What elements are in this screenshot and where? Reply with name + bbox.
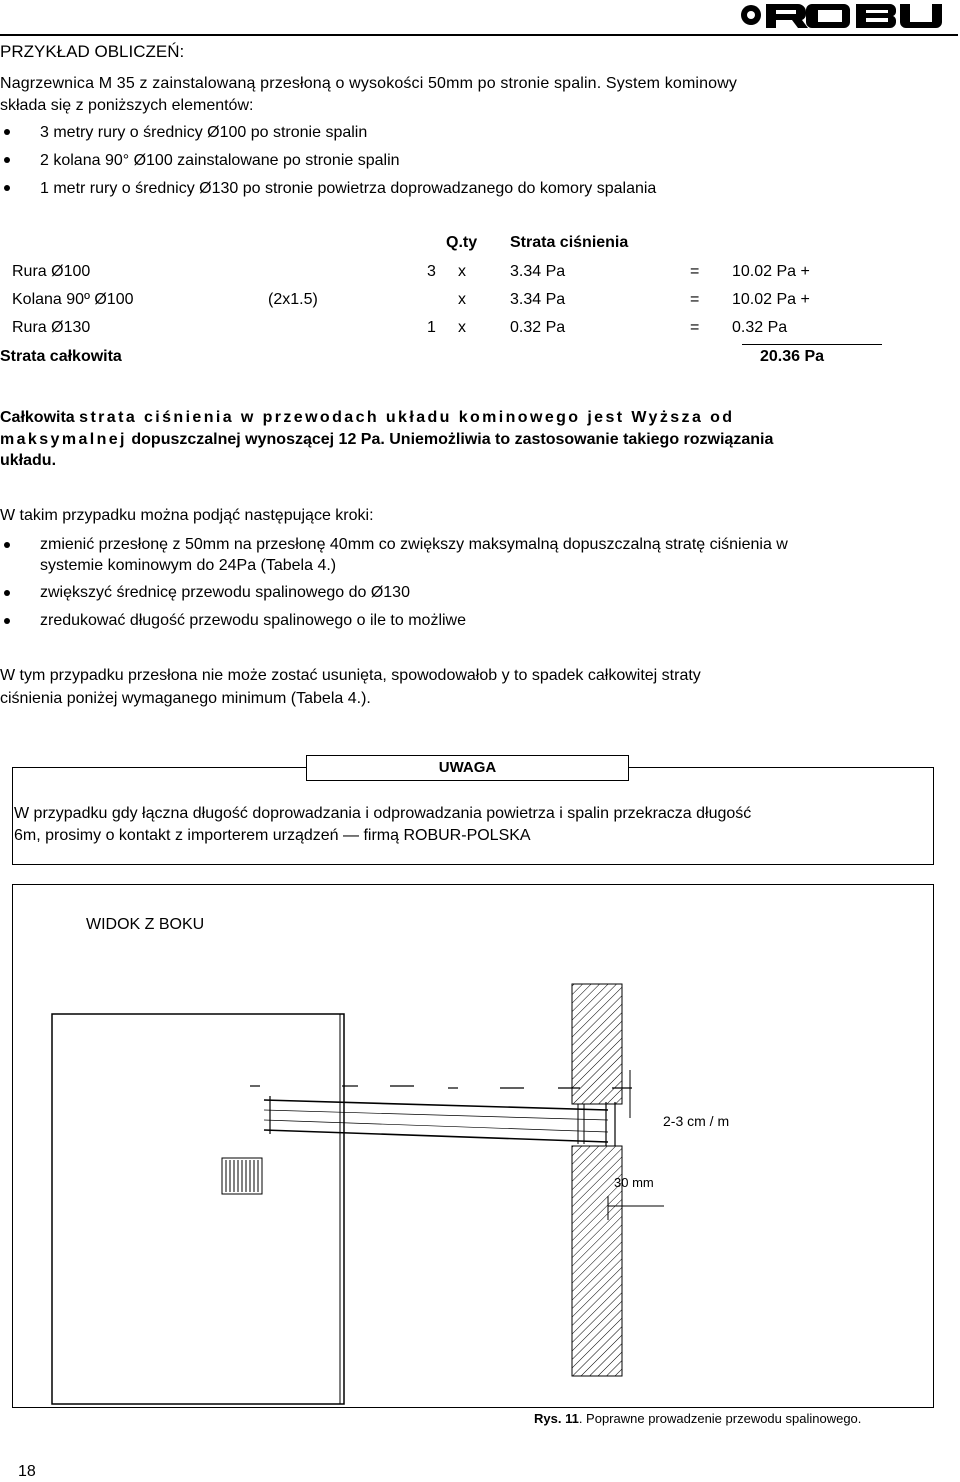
intro-line-2: składa się z poniższych elementów: — [0, 97, 254, 114]
table-header-loss: Strata ciśnienia — [510, 234, 629, 251]
conclusion-word: Całkowita — [0, 409, 75, 426]
table-header-qty: Q.ty — [446, 234, 478, 251]
table-row-result: 10.02 Pa + — [732, 291, 810, 308]
heater-unit — [52, 1014, 344, 1404]
header-rule — [0, 34, 958, 36]
conclusion-line-2 — [0, 430, 773, 450]
table-row-result: 10.02 Pa + — [732, 263, 810, 280]
step-item-line-1: zwiększyć średnicę przewodu spalinowego do Ø130 — [40, 584, 410, 601]
conclusion-line-3: układu. — [0, 452, 57, 469]
table-row-loss: 3.34 Pa — [510, 291, 566, 308]
table-row-qty: 1 — [427, 319, 436, 336]
table-row-result: 0.32 Pa — [732, 319, 788, 336]
warning-line-1: W przypadku gdy łączna długość doprowadzania i odprowadzania powietrza i spalin przekracza długość — [14, 805, 752, 822]
table-row-x: x — [458, 291, 466, 308]
table-row-name: Kolana 90º Ø100 — [12, 291, 134, 308]
table-row-qty: 3 — [427, 263, 436, 280]
note-line-1: W tym przypadku przesłona nie może zostać usunięta, spowodowałob y to spadek całkowitej straty — [0, 667, 701, 684]
wall-upper — [572, 984, 622, 1104]
table-row-name: Rura Ø130 — [12, 319, 91, 336]
table-row-eq: = — [690, 263, 700, 280]
sum-rule — [742, 344, 882, 345]
component-item: 3 metry rury o średnicy Ø100 po stronie spalin — [40, 124, 368, 141]
dim-slope-label: 2-3 cm / m — [663, 1113, 730, 1129]
table-row-x: x — [458, 319, 466, 336]
bullet-icon — [4, 185, 10, 191]
dim-30-label: 30 mm — [614, 1175, 654, 1190]
bullet-icon — [4, 618, 10, 624]
table-row-name: Rura Ø100 — [12, 263, 91, 280]
table-row-loss: 0.32 Pa — [510, 319, 566, 336]
total-value: 20.36 Pa — [760, 348, 825, 365]
bullet-icon — [4, 157, 10, 163]
table-row-loss: 3.34 Pa — [510, 263, 566, 280]
step-item-line-1: zredukować długość przewodu spalinowego o ile to możliwe — [40, 612, 467, 629]
table-row-x: x — [458, 263, 466, 280]
table-row-note: (2x1.5) — [268, 291, 318, 308]
figure-caption — [534, 1410, 861, 1427]
conclusion-line-1 — [0, 408, 734, 428]
intro-line-1: Nagrzewnica M 35 z zainstalowaną przesłoną o wysokości 50mm po stronie spalin. System kominowy — [0, 75, 738, 92]
grille-icon — [222, 1158, 262, 1194]
warning-title-box — [306, 755, 629, 781]
component-item: 2 kolana 90° Ø100 zainstalowane po stronie spalin — [40, 152, 400, 169]
bullet-icon — [4, 590, 10, 596]
robur-logo-mark — [740, 2, 950, 30]
component-item: 1 metr rury o średnicy Ø130 po stronie powietrza doprowadzanego do komory spalania — [40, 180, 657, 197]
note-line-2: ciśnienia poniżej wymaganego minimum (Tabela 4.). — [0, 690, 371, 707]
page-number: 18 — [18, 1463, 36, 1480]
robur-logo — [740, 2, 950, 30]
warning-title: UWAGA — [438, 759, 497, 776]
caption-prefix: Rys. 11 — [534, 1411, 579, 1426]
steps-intro: W takim przypadku można podjąć następujące kroki: — [0, 507, 374, 524]
table-row-eq: = — [690, 291, 700, 308]
page-heading: PRZYKŁAD OBLICZEŃ: — [0, 42, 185, 61]
bullet-icon — [4, 129, 10, 135]
view-label: WIDOK Z BOKU — [86, 916, 205, 933]
side-view-drawing — [12, 884, 934, 1408]
table-row-eq: = — [690, 319, 700, 336]
step-item-line-1: zmienić przesłonę z 50mm na przesłonę 40mm co zwiększy maksymalną dopuszczalną stratę ciśnienia w — [40, 536, 788, 553]
conclusion-spaced: strata ciśnienia w przewodach układu kominowego jest Wyższa od — [79, 409, 735, 426]
bullet-icon — [4, 542, 10, 548]
total-label: Strata całkowita — [0, 348, 122, 365]
conclusion-spaced: maksymalnej — [0, 431, 127, 448]
caption-text: . Poprawne prowadzenie przewodu spalinowego. — [578, 1411, 862, 1426]
warning-line-2: 6m, prosimy o kontakt z importerem urządzeń — firmą ROBUR-POLSKA — [14, 827, 531, 844]
conclusion-rest: dopuszczalnej wynoszącej 12 Pa. Uniemożliwia to zastosowanie takiego rozwiązania — [131, 431, 774, 448]
step-item-line-2: systemie kominowym do 24Pa (Tabela 4.) — [40, 557, 337, 574]
